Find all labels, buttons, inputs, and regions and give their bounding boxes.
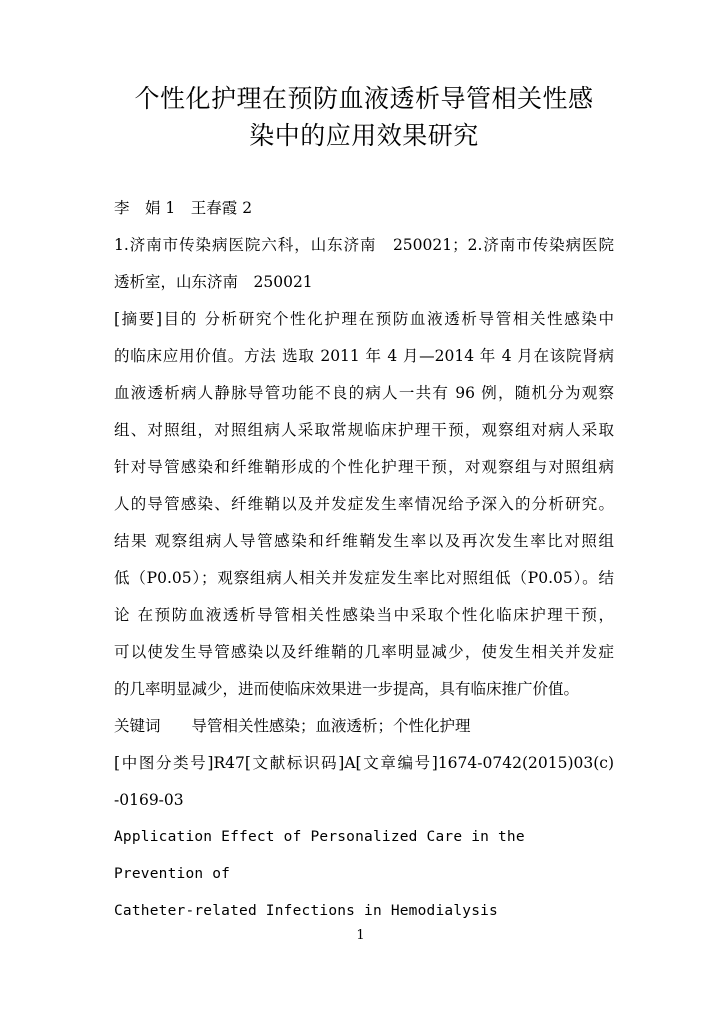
classification-block bbox=[114, 745, 614, 819]
abstract-line-5: 针对导管感染和纤维鞘形成的个性化护理干预，对观察组与对照组病 bbox=[114, 458, 614, 476]
classification-line-2: -0169-03 bbox=[114, 791, 184, 809]
affiliation-block bbox=[114, 227, 614, 301]
abstract-line-4: 组、对照组，对照组病人采取常规临床护理干预，观察组对病人采取 bbox=[114, 421, 614, 439]
abstract-line-7: 结果 观察组病人导管感染和纤维鞘发生率以及再次发生率比对照组 bbox=[114, 532, 614, 550]
abstract-line-11: 的几率明显减少，进而使临床效果进一步提高，具有临床推广价值。 bbox=[114, 680, 580, 698]
abstract-line-1: [摘要]目的 分析研究个性化护理在预防血液透析导管相关性感染中 bbox=[114, 310, 614, 328]
abstract-line-8: 低（P0.05）；观察组病人相关并发症发生率比对照组低（P0.05）。结 bbox=[114, 569, 614, 587]
english-title-line-1: Application Effect of Personalized Care in the Prevention of bbox=[114, 829, 534, 882]
author-names: 李 娟 1 王春霞 2 bbox=[114, 199, 253, 217]
english-title-block bbox=[114, 819, 614, 930]
abstract-line-6: 人的导管感染、纤维鞘以及并发症发生率情况给予深入的分析研究。 bbox=[114, 495, 614, 513]
affiliation-line-2: 透析室，山东济南 250021 bbox=[114, 273, 313, 291]
title-gap bbox=[114, 154, 614, 190]
keywords-value: 导管相关性感染；血液透析；个性化护理 bbox=[191, 717, 471, 735]
page-content bbox=[114, 0, 614, 930]
title-line-2: 染中的应用效果研究 bbox=[249, 121, 479, 150]
english-title-line-2: Catheter-related Infections in Hemodialysis bbox=[114, 903, 498, 919]
top-margin-spacer bbox=[114, 0, 614, 80]
keywords-label: 关键词 bbox=[114, 717, 161, 735]
abstract-block bbox=[114, 301, 614, 708]
keywords-block bbox=[114, 708, 614, 745]
page-number: 1 bbox=[356, 928, 365, 943]
title-line-1: 个性化护理在预防血液透析导管相关性感 bbox=[134, 84, 594, 113]
classification-line-1: [中图分类号]R47[文献标识码]A[文章编号]1674-0742(2015)03(c) bbox=[114, 754, 614, 772]
abstract-line-3: 血液透析病人静脉导管功能不良的病人一共有 96 例，随机分为观察 bbox=[114, 384, 614, 402]
abstract-line-10: 可以使发生导管感染以及纤维鞘的几率明显减少，使发生相关并发症 bbox=[114, 643, 614, 661]
abstract-line-2: 的临床应用价值。方法 选取 2011 年 4 月—2014 年 4 月在该院肾病 bbox=[114, 347, 614, 365]
affiliation-line-1: 1.济南市传染病医院六科，山东济南 250021；2.济南市传染病医院 bbox=[114, 236, 614, 254]
keywords-line bbox=[114, 708, 614, 745]
page-title bbox=[114, 80, 614, 154]
author-line bbox=[114, 190, 614, 227]
abstract-line-9: 论 在预防血液透析导管相关性感染当中采取个性化临床护理干预， bbox=[114, 606, 614, 624]
